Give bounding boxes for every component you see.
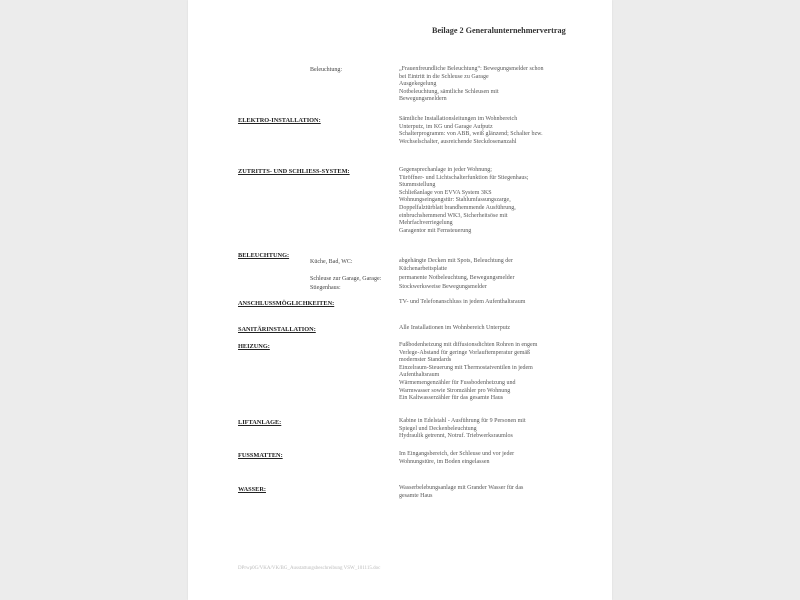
heizung-heading: HEIZUNG: [238, 343, 270, 350]
text-line: Notbeleuchtung, sämtliche Schleusen mit [399, 88, 499, 95]
beleuchtung-row-label: Küche, Bad, WC: [310, 259, 353, 265]
text-line: permanente Notbeleuchtung, Bewegungsmelder [399, 275, 515, 281]
beleuchtung-row-text [399, 275, 604, 283]
text-line: Ein Kaltwasserzähler für das gesamte Haus [399, 395, 504, 402]
text-line: „Frauenfreundliche Beleuchtung“: Bewegungsmelder schon [399, 66, 544, 72]
beleuchtung-heading: BELEUCHTUNG: [238, 252, 290, 259]
text-line: Im Eingangsbereich, der Schleuse und vor jeder [399, 451, 515, 457]
wasser-heading: WASSER: [238, 486, 266, 493]
sanitaer-text [399, 325, 604, 333]
zutritt-text [399, 167, 604, 235]
text-line: Wasserbelebungsanlage mit Grander Wasser für das [399, 485, 524, 491]
text-line: Wärmemengenzähler für Fussbodenheizung und [399, 379, 516, 386]
heizung-text [399, 342, 604, 403]
text-line: Mehrfachverriegelung [399, 220, 453, 227]
text-line: Aufenthaltsraum [399, 372, 440, 379]
sanitaer-heading: SANITÄRINSTALLATION: [238, 326, 316, 333]
beleuchtung-row-text [399, 258, 604, 273]
text-line: Stockwerksweise Bewegungsmelder [399, 284, 487, 290]
wasser-text [399, 485, 604, 500]
beleuchtung-top-text [399, 66, 604, 104]
text-line: Gegensprechanlage in jeder Wohnung; [399, 167, 492, 173]
text-line: Stummstellung [399, 182, 436, 189]
beleuchtung-row-text [399, 284, 604, 292]
anschluss-heading: ANSCHLUSSMÖGLICHKEITEN: [238, 300, 335, 307]
page-header: Beilage 2 Generalunternehmervertrag [432, 26, 566, 35]
elektro-text [399, 116, 604, 146]
text-line: Unterputz, im KG und Garage Aufputz [399, 123, 493, 130]
text-line: Spiegel und Deckenbeleuchtung [399, 425, 477, 432]
zutritt-heading: ZUTRITTS- UND SCHLIESS-SYSTEM: [238, 168, 350, 175]
fussmatten-heading: FUSSMATTEN: [238, 452, 283, 459]
text-line: Schließanlage von EVVA System 3KS [399, 189, 492, 196]
text-line: Bewegungsmeldern [399, 96, 447, 103]
text-line: Schalterprogramm: von ABB, weiß glänzend; Schalter bzw. [399, 131, 543, 138]
text-line: Wohnungseingangstür: Stahlumfassungszarge, [399, 197, 511, 204]
text-line: Türöffner- und Lichtschalterfunktion für Stiegenhaus; [399, 174, 529, 181]
text-line: Kabine in Edelstahl - Ausführung für 9 Personen mit [399, 418, 526, 424]
text-line: Sämtliche Installationsleitungen im Wohnbereich [399, 116, 518, 122]
beleuchtung-row-label: Schleuse zur Garage, Garage: [310, 276, 382, 282]
lift-heading: LIFTANLAGE: [238, 419, 282, 426]
elektro-heading: ELEKTRO-INSTALLATION: [238, 117, 321, 124]
text-line: Alle Installationen im Wohnbereich Unterputz [399, 325, 511, 331]
fussmatten-text [399, 451, 604, 466]
text-line: bei Eintritt in die Schleuse zu Garage [399, 73, 489, 80]
text-line: Verlege-Abstand für geringe Vorlauftemperatur gemäß [399, 349, 531, 356]
text-line: Doppelfalztürblatt brandhemmende Ausführung, [399, 204, 516, 211]
text-line: Einzelraum-Steuerung mit Thermostatventilen in jedem [399, 364, 533, 371]
text-line: Fußbodenheizung mit diffusionsdichten Rohren in engem [399, 342, 538, 348]
text-line: Ausgekegelung [399, 81, 437, 88]
text-line: TV- und Telefonanschluss in jedem Aufenthaltsraum [399, 299, 526, 305]
lift-text [399, 418, 604, 441]
text-line: einbruchshemmend WK3, Sicherheitsöse mit [399, 212, 508, 219]
text-line: Wechselschalter, ausreichende Steckdosenanzahl [399, 138, 517, 145]
text-line: abgehängte Decken mit Spots, Beleuchtung der [399, 258, 513, 264]
anschluss-text [399, 299, 604, 307]
text-line: modernster Standards [399, 357, 452, 364]
footer-filename: DPrwp0G/VKA/VK/BG_Ausstattungsbeschreibung VSW_101115.doc [238, 566, 381, 571]
beleuchtung-row-label: Stiegenhaus: [310, 285, 341, 291]
text-line: Hydraulik getrennt, Notruf. Triebwerksraumlos [399, 433, 513, 440]
text-line: gesamte Haus [399, 492, 433, 499]
text-line: Küchenarbeitsplatte [399, 265, 447, 272]
text-line: Warmwasser sowie Stromzähler pro Wohnung [399, 387, 511, 394]
beleuchtung-label: Beleuchtung: [310, 67, 342, 73]
text-line: Wohnungstüre, im Boden eingelassen [399, 458, 490, 465]
text-line: Garagentor mit Fernsteuerung [399, 227, 472, 234]
